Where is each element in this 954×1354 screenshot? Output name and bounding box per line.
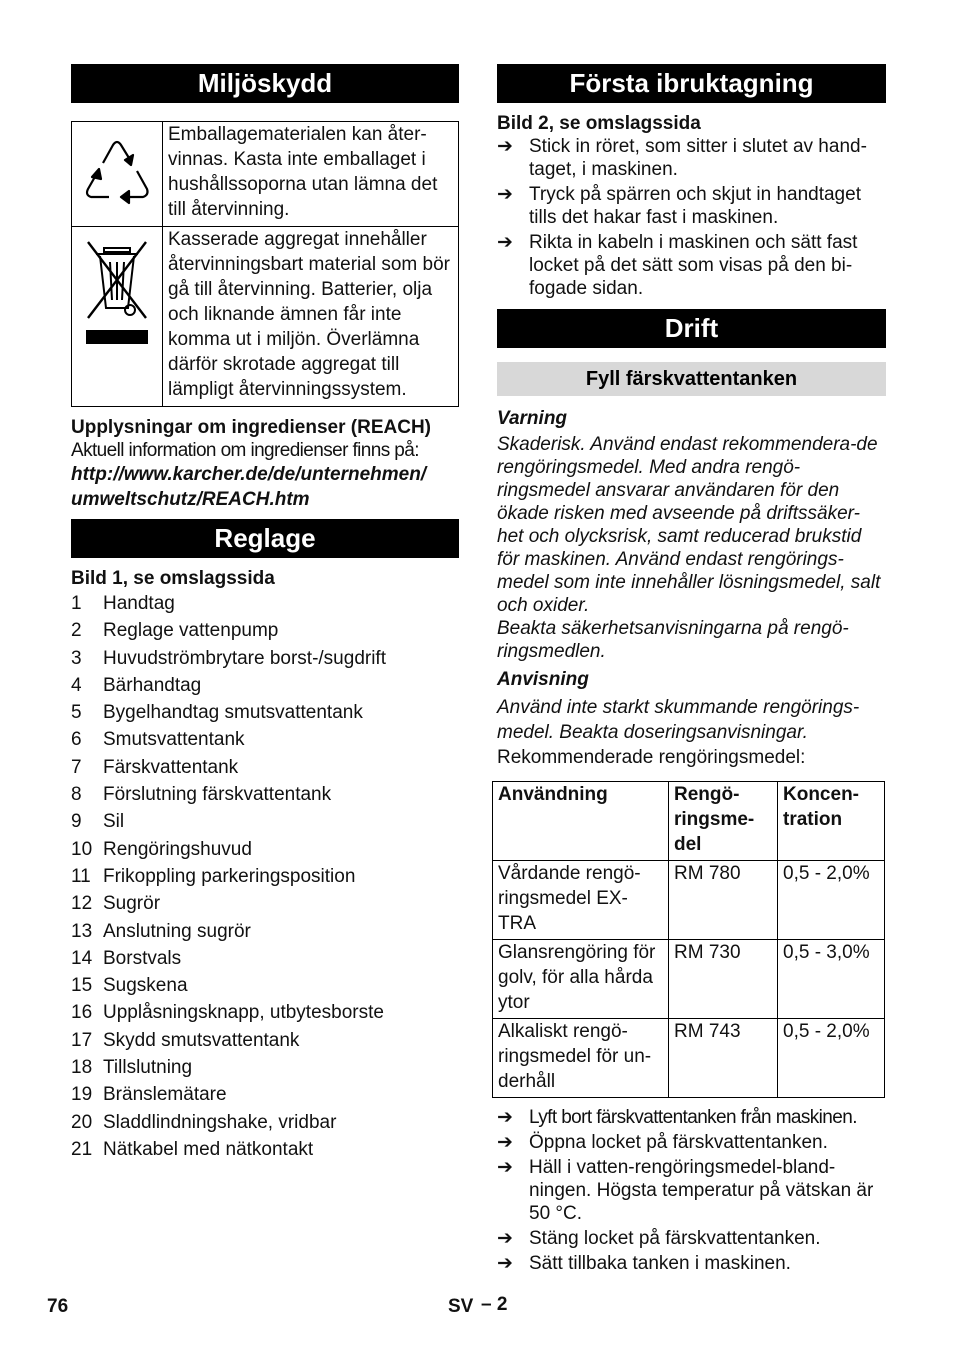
warning-text-2: Beakta säkerhetsanvisningarna på rengö-ringsmedlen.	[497, 618, 849, 662]
list-item: 17 Skydd smutsvattentank	[71, 1029, 300, 1051]
warning-title: Varning	[497, 408, 568, 429]
list-item: 10 Rengöringshuvud	[71, 838, 252, 860]
table-cell: RM 780	[669, 861, 778, 940]
list-item: 12 Sugrör	[71, 893, 161, 915]
list-item: 4 Bärhandtag	[71, 674, 202, 696]
list-item: ➔ Rikta in kabeln i maskinen och sätt fast locket på det sätt som visas på den bi-fogade sidan.	[497, 232, 858, 299]
list-item: 9 Sil	[71, 811, 125, 833]
reach-link[interactable]: http://www.karcher.de/de/unternehmen/ umweltschutz/REACH.htm	[71, 464, 427, 510]
fill-subheading: Fyll färskvattentanken	[497, 362, 886, 396]
table-cell: Alkaliskt rengö-ringsmedel för un-derhåll	[493, 1019, 669, 1098]
table-row	[493, 861, 885, 940]
env-row-text: Emballagematerialen kan åter-vinnas. Kasta inte emballaget i hushållssoporna utan lämna det till återvinning.	[163, 122, 459, 227]
arrow-right-icon: ➔	[497, 136, 513, 157]
footer-language: SV	[448, 1296, 474, 1317]
list-item: 1 Handtag	[71, 593, 175, 614]
env-heading: Miljöskydd	[71, 64, 459, 103]
table-cell: RM 730	[669, 940, 778, 1019]
list-item: ➔ Tryck på spärren och skjut in handtaget tills det hakar fast i maskinen.	[497, 184, 861, 228]
table-header-row	[493, 782, 885, 861]
recommended-label: Rekommenderade rengöringsmedel:	[497, 747, 806, 768]
list-item: 21 Nätkabel med nätkontakt	[71, 1138, 314, 1160]
list-item: ➔ Häll i vatten-rengöringsmedel-bland-ningen. Högsta temperatur på vätskan är 50 °C.	[497, 1157, 874, 1224]
parts-list	[71, 590, 459, 1163]
list-item: 6 Smutsvattentank	[71, 729, 245, 751]
list-item: 5 Bygelhandtag smutsvattentank	[71, 702, 363, 724]
table-row	[493, 1019, 885, 1098]
list-item: 8 Förslutning färskvattentank	[71, 784, 332, 806]
first-use-heading: Första ibruktagning	[497, 64, 886, 103]
table-header: Koncen-tration	[778, 782, 885, 861]
list-item: 11 Frikoppling parkeringsposition	[71, 865, 356, 887]
env-row-recycle	[72, 122, 459, 227]
arrow-right-icon: ➔	[497, 184, 513, 205]
recycle-icon	[72, 122, 163, 227]
list-item: ➔ Stäng locket på färskvattentanken.	[497, 1228, 821, 1249]
page-number: 76	[47, 1296, 69, 1317]
right-column	[497, 64, 886, 1275]
first-use-steps	[497, 135, 886, 300]
table-row	[493, 940, 885, 1019]
table-cell: 0,5 - 3,0%	[778, 940, 885, 1019]
crossed-bin-icon	[72, 227, 163, 407]
list-item: 7 Färskvattentank	[71, 756, 239, 778]
list-item: ➔ Stick in röret, som sitter i slutet av hand-taget, i maskinen.	[497, 136, 867, 180]
table-header: Användning	[493, 782, 669, 861]
arrow-right-icon: ➔	[497, 1228, 513, 1249]
figure-ref-1: Bild 1, se omslagssida	[71, 568, 275, 589]
list-item: ➔ Lyft bort färskvattentanken från maskinen.	[497, 1107, 857, 1128]
list-item: 19 Bränslemätare	[71, 1084, 227, 1106]
note-title: Anvisning	[497, 669, 589, 690]
list-item: 13 Anslutning sugrör	[71, 920, 251, 942]
table-cell: 0,5 - 2,0%	[778, 1019, 885, 1098]
arrow-right-icon: ➔	[497, 1253, 513, 1274]
list-item: 18 Tillslutning	[71, 1057, 193, 1079]
arrow-right-icon: ➔	[497, 1107, 513, 1128]
footer-section-page: – 2	[481, 1294, 508, 1315]
list-item: 16 Upplåsningsknapp, utbytesborste	[71, 1002, 384, 1024]
left-column	[71, 64, 459, 1163]
table-cell: Vårdande rengö-ringsmedel EX-TRA	[493, 861, 669, 940]
controls-heading: Reglage	[71, 519, 459, 558]
note-text: Använd inte starkt skummande rengörings-medel. Beakta doseringsanvisningar.	[497, 697, 860, 743]
env-row-weee	[72, 227, 459, 407]
list-item: 15 Sugskena	[71, 975, 188, 997]
arrow-right-icon: ➔	[497, 232, 513, 253]
table-cell: Glansrengöring för golv, för alla hårda ytor	[493, 940, 669, 1019]
list-item: 2 Reglage vattenpump	[71, 620, 279, 642]
warning-text: Skaderisk. Använd endast rekommendera-de rengöringsmedel. Med andra rengö-ringsmedel ansvarar användaren för den ökade risken med avseende på driftssäker-het och olycksrisk, samt reducerad brukstid för maskinen. Använd endast rengörings-medel som inte innehåller lösningsmedel, salt och oxider.	[497, 434, 881, 616]
env-row-text: Kasserade aggregat innehåller återvinningsbart material som bör gå till återvinning. Batterier, olja och liknande ämnen får inte komma ut i miljön. Överlämna därför skrotade aggregat till lämpligt återvinningssystem.	[163, 227, 459, 407]
list-item: 3 Huvudströmbrytare borst-/sugdrift	[71, 647, 386, 669]
table-cell: 0,5 - 2,0%	[778, 861, 885, 940]
arrow-right-icon: ➔	[497, 1132, 513, 1153]
operation-heading: Drift	[497, 309, 886, 348]
list-item: 20 Sladdlindningshake, vridbar	[71, 1111, 337, 1133]
reach-text: Aktuell information om ingredienser finns på:	[71, 440, 419, 461]
arrow-right-icon: ➔	[497, 1157, 513, 1178]
env-table	[71, 121, 459, 407]
detergent-table	[492, 781, 885, 1098]
list-item: ➔ Sätt tillbaka tanken i maskinen.	[497, 1253, 791, 1274]
fill-steps	[497, 1106, 886, 1275]
table-cell: RM 743	[669, 1019, 778, 1098]
table-header: Rengö-ringsme-del	[669, 782, 778, 861]
reach-title: Upplysningar om ingredienser (REACH)	[71, 417, 431, 438]
list-item: ➔ Öppna locket på färskvattentanken.	[497, 1132, 828, 1153]
figure-ref-2: Bild 2, se omslagssida	[497, 113, 701, 134]
list-item: 14 Borstvals	[71, 947, 182, 969]
